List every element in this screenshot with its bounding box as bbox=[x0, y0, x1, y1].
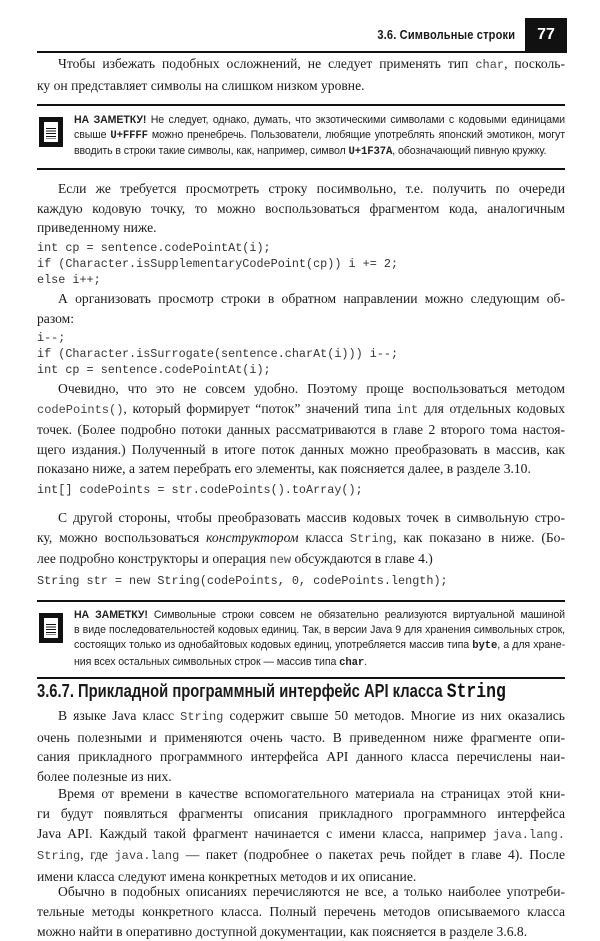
text-run: — пакет (подробнее о пакетах речь пойдет в главе 4). После bbox=[179, 847, 566, 863]
note-text bbox=[74, 113, 565, 161]
text-line bbox=[74, 623, 565, 638]
text-run: показано ниже, а затем перебрать его элементы, как поясняется далее, в разделе 3.10. bbox=[37, 461, 531, 477]
text-run: Очевидно, что это не совсем удобно. Поэтому проще воспользоваться методом bbox=[58, 381, 565, 396]
text-line bbox=[74, 655, 565, 671]
note-icon bbox=[39, 117, 63, 147]
text-line bbox=[37, 508, 565, 528]
text-line bbox=[37, 420, 565, 440]
text-line bbox=[37, 845, 565, 867]
inline-code: String bbox=[446, 681, 506, 704]
text-run: более полезные из них. bbox=[37, 768, 172, 784]
text-run: Java API. Каждый такой фрагмент начинается с имени класса, например bbox=[37, 825, 493, 841]
text-line bbox=[37, 824, 565, 846]
text-line bbox=[74, 128, 565, 144]
text-line bbox=[37, 289, 565, 309]
text-run: очень полезными и применяются очень часто. В приведенном ниже фрагменте опи- bbox=[37, 729, 565, 745]
paragraph bbox=[37, 882, 565, 941]
text-run: каждую кодовую точку, то можно воспользоваться фрагментом кода, аналогичным bbox=[37, 200, 565, 216]
text-run: тельные методы конкретного класса. Полный перечень методов описываемого класса bbox=[37, 903, 565, 919]
text-line bbox=[37, 747, 565, 767]
text-line bbox=[37, 728, 565, 748]
text-run: Символьные строки совсем не обязательно реализуются виртуальной машиной bbox=[147, 609, 565, 621]
italic-text: конструктором bbox=[206, 529, 299, 545]
text-line bbox=[37, 804, 565, 824]
text-line bbox=[37, 440, 565, 460]
section-heading bbox=[37, 681, 506, 704]
text-line bbox=[37, 179, 565, 199]
text-line bbox=[74, 144, 565, 160]
text-run: ния всех остальных символьных строк — массив типа bbox=[74, 655, 340, 668]
text-run: , а для хране- bbox=[497, 639, 566, 652]
bold-label: НА ЗАМЕТКУ! bbox=[74, 609, 148, 621]
paragraph bbox=[37, 706, 565, 786]
code-line: if (Character.isSupplementaryCodePoint(cp)) i += 2; bbox=[37, 257, 399, 271]
text-run: можно найти в оперативно доступной документации, как поясняется в разделе 3.6.8. bbox=[37, 923, 528, 939]
text-run: , который формирует “поток” значений типа bbox=[123, 400, 397, 416]
text-run: Время от времени в качестве вспомогательного материала на страницах этой кни- bbox=[58, 786, 565, 802]
text-line bbox=[37, 54, 565, 76]
code-line: i--; bbox=[37, 331, 66, 345]
text-run: 3.6.7. Прикладной программный интерфейс API класса bbox=[37, 681, 447, 701]
inline-code: java.lang. bbox=[492, 827, 565, 842]
text-run: , как показано в ниже. (Бо- bbox=[393, 529, 565, 545]
text-run: , обозначающий пивную кружку. bbox=[392, 145, 547, 158]
text-line bbox=[37, 528, 565, 550]
note-box bbox=[37, 600, 565, 679]
inline-code: char bbox=[339, 656, 365, 669]
text-run: можно пренебречь. Пользователи, любящие употреблять японский эмотикон, могут bbox=[147, 129, 565, 142]
text-run: имени класса следуют имена конкретных методов и их описание. bbox=[37, 868, 417, 884]
section-title: 3.6. Символьные строки bbox=[377, 27, 515, 42]
text-line bbox=[37, 922, 565, 941]
text-run: Если же требуется просмотреть строку посимвольно, т.е. получить по очереди bbox=[58, 181, 565, 196]
text-run: разом: bbox=[37, 310, 75, 326]
text-run: В языке Java класс bbox=[58, 708, 181, 723]
text-line bbox=[37, 706, 565, 728]
inline-code: U+1F37A bbox=[348, 146, 393, 159]
text-run: ги будут появляться фрагменты описания прикладного программного интерфейса bbox=[37, 805, 565, 821]
text-line bbox=[37, 549, 565, 571]
text-line bbox=[37, 902, 565, 922]
text-line bbox=[37, 459, 565, 479]
text-run: обсуждаются в главе 4.) bbox=[291, 551, 433, 567]
text-line bbox=[37, 882, 565, 902]
code-line: int[] codePoints = str.codePoints().toArray(); bbox=[37, 483, 363, 497]
running-header bbox=[37, 18, 567, 53]
text-line bbox=[37, 379, 565, 399]
text-run: . bbox=[364, 655, 367, 668]
text-run: А организовать просмотр строки в обратном направлении можно следующим об- bbox=[58, 291, 565, 306]
paragraph bbox=[37, 289, 565, 328]
code-line: int cp = sentence.codePointAt(i); bbox=[37, 241, 271, 255]
text-line bbox=[74, 113, 565, 128]
code-block bbox=[37, 573, 565, 589]
bold-label: НА ЗАМЕТКУ! bbox=[74, 114, 147, 126]
inline-code: new bbox=[269, 553, 292, 568]
text-line bbox=[37, 784, 565, 804]
text-run: С другой стороны, чтобы преобразовать массив кодовых точек в символьную стро- bbox=[58, 510, 565, 525]
inline-code: byte bbox=[472, 640, 498, 653]
note-icon bbox=[39, 613, 63, 643]
text-run: сания прикладного программного интерфейса API данного класса перечислены наи- bbox=[37, 749, 565, 765]
inline-code: java.lang bbox=[114, 849, 180, 864]
text-run: для отдельных кодовых bbox=[418, 400, 566, 416]
code-block bbox=[37, 240, 565, 288]
code-line: int cp = sentence.codePointAt(i); bbox=[37, 363, 271, 377]
text-run: ку он представляет символы на слишком низком уровне. bbox=[37, 77, 365, 93]
text-run: точек. (Более подробно потоки данных рассматриваются в главе 2 второго тома настоя- bbox=[37, 422, 565, 438]
text-line bbox=[37, 76, 565, 96]
inline-code: String bbox=[37, 849, 81, 864]
text-run: содержит свыше 50 методов. Многие из них оказались bbox=[223, 708, 565, 723]
text-line bbox=[37, 309, 565, 329]
page-number: 77 bbox=[525, 18, 567, 51]
text-run: , где bbox=[80, 847, 115, 863]
text-run: класса bbox=[298, 529, 350, 545]
inline-code: char bbox=[475, 58, 505, 72]
text-run: приведенному ниже. bbox=[37, 220, 157, 236]
text-run: , посколь- bbox=[504, 56, 565, 71]
text-line bbox=[74, 608, 565, 623]
inline-code: U+FFFF bbox=[110, 130, 148, 143]
text-line bbox=[74, 638, 565, 654]
code-block bbox=[37, 330, 565, 378]
paragraph bbox=[37, 179, 565, 238]
inline-code: String bbox=[349, 531, 394, 546]
text-run: вводить в строки такие символы, как, например, символ bbox=[74, 145, 349, 158]
inline-code: String bbox=[180, 710, 224, 724]
code-line: if (Character.isSurrogate(sentence.charAt(i))) i--; bbox=[37, 347, 399, 361]
code-block bbox=[37, 482, 565, 498]
inline-code: int bbox=[396, 402, 419, 417]
text-run: в виде последовательностей кодовых единиц. Так, в версии Java 9 для хранения символьных строк, bbox=[74, 624, 565, 637]
text-run: Не следует, однако, думать, что экзотическими символами с кодовыми единицами bbox=[146, 114, 565, 126]
text-run: состоящих только из однобайтовых кодовых единиц, употребляется массив типа bbox=[74, 639, 473, 652]
note-text bbox=[74, 608, 565, 671]
text-run: свыше bbox=[74, 129, 111, 142]
paragraph bbox=[37, 508, 565, 571]
text-run: ку, можно воспользоваться bbox=[37, 529, 207, 545]
code-line: String str = new String(codePoints, 0, codePoints.length); bbox=[37, 574, 448, 588]
paragraph bbox=[37, 379, 565, 479]
text-run: Обычно в подобных описаниях перечисляются не все, а только наиболее употреби- bbox=[58, 884, 565, 900]
text-line bbox=[37, 218, 565, 238]
text-run: Чтобы избежать подобных осложнений, не следует применять тип bbox=[58, 56, 476, 71]
text-line bbox=[37, 199, 565, 219]
paragraph bbox=[37, 54, 565, 95]
note-box bbox=[37, 104, 565, 170]
text-run: лее подробно конструкторы и операция bbox=[37, 551, 270, 567]
text-run: щего издания.) Полученный в итоге поток данных можно преобразовать в массив, как bbox=[37, 441, 565, 457]
text-line bbox=[37, 399, 565, 421]
code-line: else i++; bbox=[37, 273, 101, 287]
inline-code: codePoints() bbox=[37, 402, 124, 417]
paragraph bbox=[37, 784, 565, 886]
